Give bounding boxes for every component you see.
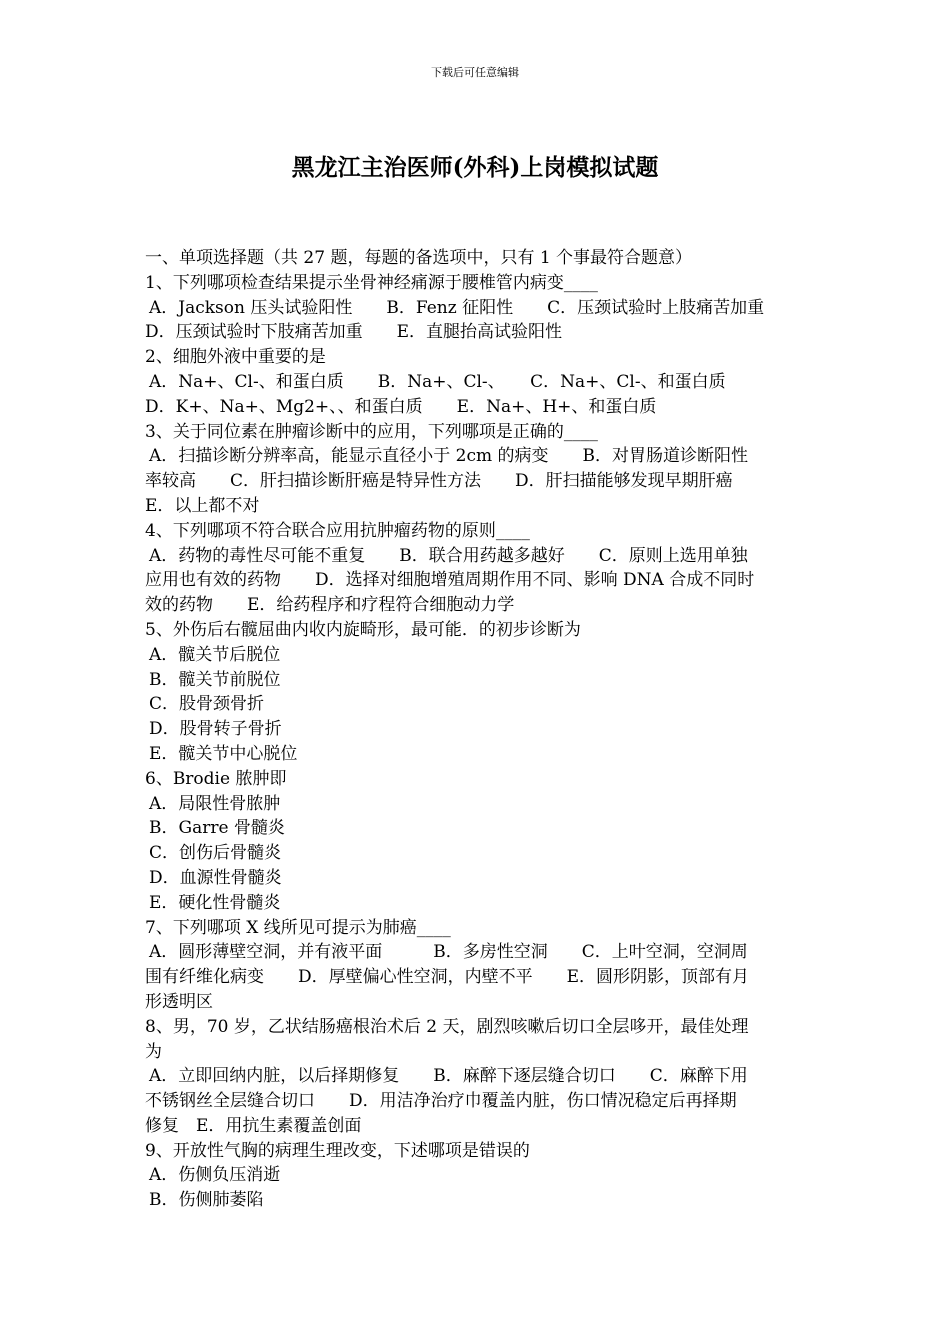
options-line: A．立即回纳内脏，以后择期修复 B．麻醉下逐层缝合切口 C．麻醉下用: [149, 1066, 748, 1087]
options-line: 形透明区: [145, 991, 213, 1012]
question-3: 3、关于同位素在肿瘤诊断中的应用，下列哪项是正确的____: [145, 421, 598, 442]
question-2: 2、细胞外液中重要的是: [145, 347, 326, 368]
question-6: 6、Brodie 脓肿即: [145, 768, 287, 789]
option-item: E．髋关节中心脱位: [149, 743, 298, 764]
section-heading: 一、单项选择题（共 27 题，每题的备选项中，只有 1 个事最符合题意）: [145, 248, 693, 268]
options-line: 围有纤维化病变 D．厚壁偏心性空洞，内壁不平 E．圆形阴影，顶部有月: [145, 967, 750, 988]
options-line: A．药物的毒性尽可能不重复 B．联合用药越多越好 C．原则上选用单独: [149, 545, 748, 566]
question-8-continued: 为: [145, 1041, 162, 1062]
options-line: A．Na+、Cl-、和蛋白质 B．Na+、Cl-、 C．Na+、Cl-、和蛋白质: [149, 371, 726, 392]
document-title: 黑龙江主治医师(外科)上岗模拟试题: [291, 154, 659, 181]
options-line: E．以上都不对: [145, 495, 260, 516]
question-4: 4、下列哪项不符合联合应用抗肿瘤药物的原则____: [145, 520, 530, 541]
options-line: 率较高 C．肝扫描诊断肝癌是特异性方法 D．肝扫描能够发现早期肝癌: [145, 471, 733, 492]
option-item: C．股骨颈骨折: [149, 694, 265, 715]
question-9: 9、开放性气胸的病理生理改变，下述哪项是错误的: [145, 1140, 530, 1161]
question-7: 7、下列哪项 X 线所见可提示为肺癌____: [145, 917, 451, 938]
option-item: E．硬化性骨髓炎: [149, 892, 281, 913]
page-header: 下载后可任意编辑: [431, 66, 519, 79]
options-line: A．圆形薄壁空洞，并有液平面 B．多房性空洞 C．上叶空洞，空洞周: [149, 942, 748, 963]
options-line: A．扫描诊断分辨率高，能显示直径小于 2cm 的病变 B．对胃肠道诊断阳性: [149, 446, 749, 467]
option-item: D．血源性骨髓炎: [149, 867, 282, 888]
options-line: 不锈钢丝全层缝合切口 D．用洁净治疗巾覆盖内脏，伤口情况稳定后再择期: [145, 1091, 737, 1112]
option-item: D．股骨转子骨折: [149, 719, 282, 740]
options-line: D．K+、Na+、Mg2+、、和蛋白质 E．Na+、H+、和蛋白质: [145, 396, 657, 417]
options-line: 应用也有效的药物 D．选择对细胞增殖周期作用不同、影响 DNA 合成不同时: [145, 570, 755, 591]
question-5: 5、外伤后右髋屈曲内收内旋畸形，最可能．的初步诊断为: [145, 619, 581, 640]
option-item: B．伤侧肺萎陷: [149, 1190, 264, 1211]
question-8: 8、男，70 岁，乙状结肠癌根治术后 2 天，剧烈咳嗽后切口全层哆开，最佳处理: [145, 1016, 749, 1037]
options-line: A．Jackson 压头试验阳性 B．Fenz 征阳性 C．压颈试验时上肢痛苦加重: [149, 297, 765, 318]
options-line: 效的药物 E．给药程序和疗程符合细胞动力学: [145, 595, 515, 616]
question-1: 1、下列哪项检查结果提示坐骨神经痛源于腰椎管内病变____: [145, 272, 598, 293]
option-item: A．髋关节后脱位: [149, 644, 281, 665]
option-item: A．局限性骨脓肿: [149, 793, 281, 814]
option-item: A．伤侧负压消逝: [149, 1165, 281, 1186]
option-item: B．Garre 骨髓炎: [149, 818, 285, 839]
document-body: [145, 246, 807, 1213]
option-item: B．髋关节前脱位: [149, 669, 281, 690]
option-item: C．创伤后骨髓炎: [149, 843, 282, 864]
options-line: D．压颈试验时下肢痛苦加重 E．直腿抬高试验阳性: [145, 322, 563, 343]
options-line: 修复 E．用抗生素覆盖创面: [145, 1115, 362, 1136]
